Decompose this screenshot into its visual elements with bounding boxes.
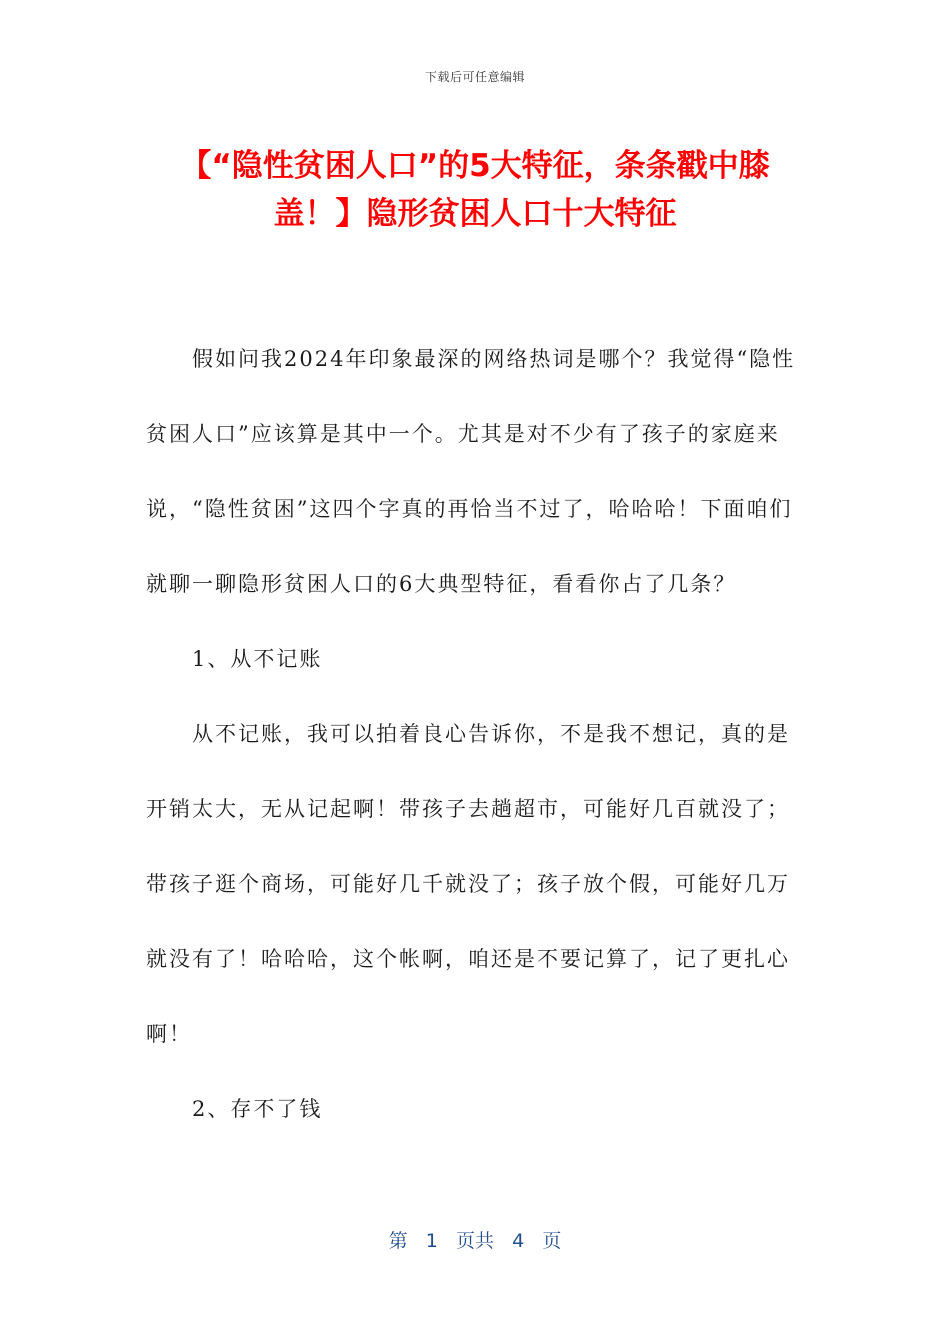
- page-prefix: 第: [388, 1230, 408, 1252]
- current-page-number: 1: [425, 1230, 438, 1252]
- header-note: 下载后可任意编辑: [424, 70, 525, 84]
- page-suffix: 页: [542, 1230, 562, 1252]
- document-title: 【“隐性贫困人口”的5大特征，条条戳中膝盖！】隐形贫困人口十大特征: [180, 148, 770, 232]
- paragraph: 假如问我2024年印象最深的网络热词是哪个？我觉得“隐性贫困人口”应该算是其中一个。尤其是对不少有了孩子的家庭来说，“隐性贫困”这四个字真的再恰当不过了，哈哈哈！下面咱们就聊一聊隐形贫困人口的6大典型特征，看看你占了几条？: [146, 347, 796, 596]
- section-heading: 2、存不了钱: [192, 1097, 323, 1121]
- total-pages-number: 4: [512, 1230, 525, 1252]
- section-heading: 1、从不记账: [192, 647, 323, 671]
- page-footer: [0, 1226, 950, 1253]
- page-middle: 页共: [455, 1230, 494, 1252]
- document-body: [146, 322, 806, 1147]
- paragraph: 从不记账，我可以拍着良心告诉你，不是我不想记，真的是开销太大，无从记起啊！带孩子去趟超市，可能好几百就没了；带孩子逛个商场，可能好几千就没了；孩子放个假，可能好几万就没有了！哈哈哈，这个帐啊，咱还是不要记算了，记了更扎心啊！: [146, 722, 790, 1046]
